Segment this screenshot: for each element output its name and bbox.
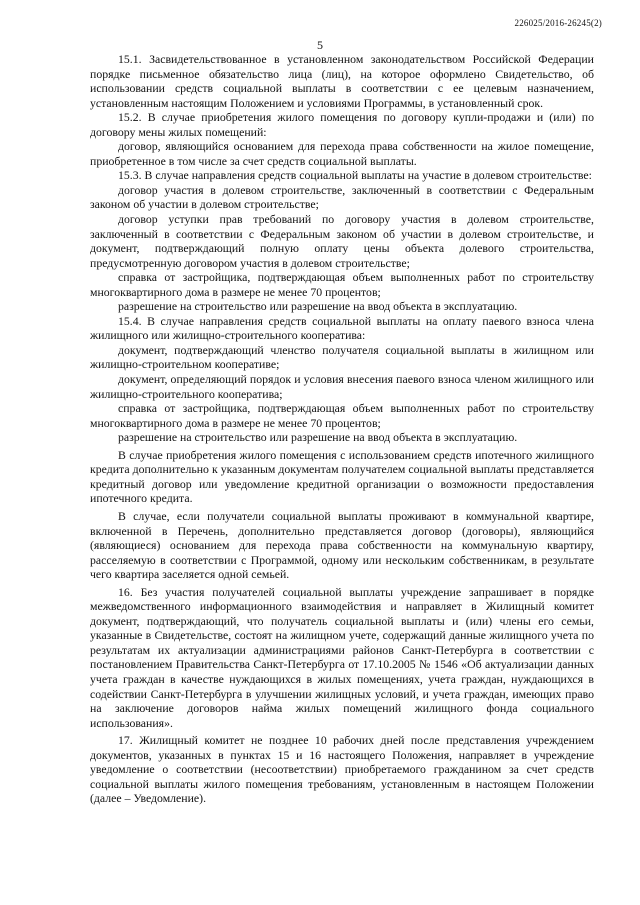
- paragraph-15-4-developer-certificate: справка от застройщика, подтверждающая объем выполненных работ по строительству многоквартирного дома в размере не менее 70 процентов;: [90, 401, 594, 430]
- paragraph-communal-apartment: В случае, если получатели социальной выплаты проживают в коммунальной квартире, включенной в Перечень, дополнительно представляется договор (договоры), являющийся (являющиеся) основанием для перехода права собственности на коммунальную квартиру, расселяемую в соответствии с Программой, одному или нескольким собственникам, в результате чего квартира заселяется одной семьей.: [90, 508, 594, 582]
- paragraph-15-4-contribution-document: документ, определяющий порядок и условия внесения паевого взноса членом жилищного или жилищно-строительного кооператива;: [90, 372, 594, 401]
- document-body: [90, 52, 594, 806]
- paragraph-15-3-permit: разрешение на строительство или разрешение на ввод объекта в эксплуатацию.: [118, 299, 518, 314]
- paragraph-17: 17. Жилищный комитет не позднее 10 рабочих дней после представления учреждением документов, указанных в пунктах 15 и 16 настоящего Положения, направляет в учреждение уведомление о соответствии (несоответствии) приобретаемого гражданином за счет средств социальной выплаты жилого помещения требованиям, установленным в настоящем Положении (далее – Уведомление).: [90, 733, 594, 806]
- paragraph-15-2: 15.2. В случае приобретения жилого помещения по договору купли-продажи и (или) по договору мены жилых помещений:: [90, 110, 594, 139]
- paragraph-15-2-contract: договор, являющийся основанием для перехода права собственности на жилое помещение, приобретенное в том числе за счет средств социальной выплаты.: [90, 139, 594, 168]
- paragraph-15-3: 15.3. В случае направления средств социальной выплаты на участие в долевом строительстве:: [118, 168, 592, 183]
- paragraph-15-3-developer-certificate: справка от застройщика, подтверждающая объем выполненных работ по строительству многоквартирного дома в размере не менее 70 процентов;: [90, 270, 594, 299]
- paragraph-15-4-permit: разрешение на строительство или разрешение на ввод объекта в эксплуатацию.: [118, 430, 518, 445]
- page-number: 5: [317, 38, 323, 52]
- document-id: 226025/2016-26245(2): [514, 18, 602, 28]
- paragraph-mortgage: В случае приобретения жилого помещения с использованием средств ипотечного жилищного кредита дополнительно к указанным документам получателем социальной выплаты представляется кредитный договор или уведомление кредитной организации о возможности предоставления ипотечного кредита.: [90, 447, 594, 506]
- paragraph-15-4: 15.4. В случае направления средств социальной выплаты на оплату паевого взноса члена жилищного или жилищно-строительного кооператива:: [90, 313, 594, 343]
- paragraph-15-3-participation-contract: договор участия в долевом строительстве, заключенный в соответствии с Федеральным законом об участии в долевом строительстве;: [90, 182, 594, 212]
- paragraph-16: 16. Без участия получателей социальной выплаты учреждение запрашивает в порядке межведомственного информационного взаимодействия и направляет в Жилищный комитет документ, подтверждающий, что получатель социальной выплаты и (или) члены его семьи, указанные в Свидетельстве, состоят на жилищном учете, содержащий данные жилищного учета по результатам их актуализации администрациями районов Санкт-Петербурга в соответствии с постановлением Правительства Санкт-Петербурга от 17.10.2005 № 1546 «Об актуализации данных учета граждан в качестве нуждающихся в жилых помещениях, учета граждан, нуждающихся в содействии Санкт-Петербурга в улучшении жилищных условий, и учета граждан, имеющих право на заключение договоров найма жилых помещений жилищного фонда социального использования».: [90, 584, 594, 730]
- paragraph-15-3-assignment-contract: договор уступки прав требований по договору участия в долевом строительстве, заключенный в соответствии с Федеральным законом об участии в долевом строительстве, и документ, подтверждающий полную оплату цены объекта долевого строительства, предусмотренную договором участия в долевом строительстве;: [90, 212, 594, 270]
- paragraph-15-1: 15.1. Засвидетельствованное в установленном законодательством Российской Федерации порядке письменное обязательство лица (лиц), на которое оформлено Свидетельство, об использовании средств социальной выплаты в соответствии с ее целевым назначением, установленным настоящим Положением и условиями Программы, в установленный срок.: [90, 52, 594, 110]
- paragraph-15-4-membership-document: документ, подтверждающий членство получателя социальной выплаты в жилищном или жилищно-строительном кооперативе;: [90, 342, 594, 372]
